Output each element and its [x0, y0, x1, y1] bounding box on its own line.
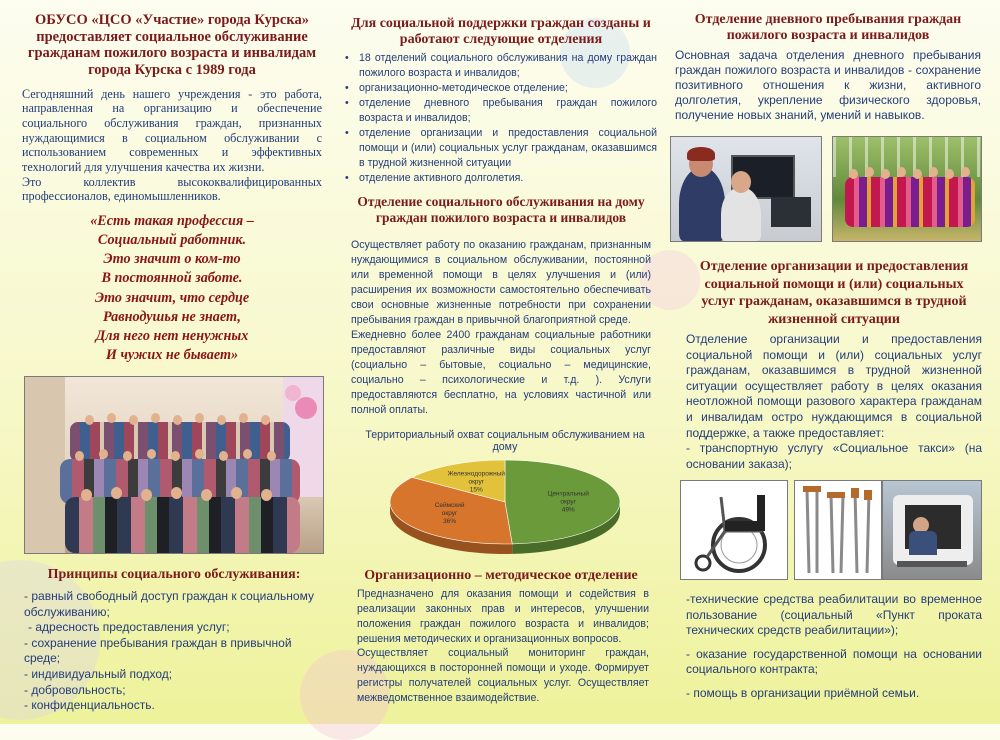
crutches-photo — [794, 480, 882, 580]
list-item: - добровольность; — [24, 683, 324, 699]
poem-line: И чужих не бывает» — [105, 347, 239, 364]
coverage-chart — [355, 430, 655, 565]
methodical-title: Организационно – методическое отделение — [364, 568, 638, 583]
list-item: -технические средства реабилитации во временное пользование (социальный «Пункт проката технических средств реабилитации»); — [686, 592, 982, 638]
poem-line: «Есть такая профессия – — [90, 212, 254, 229]
list-item: - равный свободный доступ граждан к социальному обслуживанию; — [24, 589, 324, 620]
social-taxi-photo — [882, 480, 982, 580]
list-item-text: помощь в организации приёмной семьи. — [693, 685, 920, 700]
list-item: - оказание государственной помощи на основании социального контракта; — [686, 646, 982, 677]
pie-chart — [355, 454, 655, 564]
intro-paragraph: Сегодняшний день нашего учреждения - это работа, направленная на организацию и обеспечение социального обслуживания граждан, признанных нуждающимися в социальном обслуживании с использованием современных и эффективных технологий для улучшения качества их жизни. — [22, 86, 322, 174]
help-section-2 — [686, 592, 982, 702]
team-photo — [24, 376, 324, 554]
list-item-text: технические средства реабилитации во временное пользование (социальный «Пункт проката технических средств реабилитации»); — [686, 592, 982, 638]
principles-title: Принципы социального обслуживания: — [47, 567, 301, 582]
list-item: - транспортную услугу «Социальное такси» (на основании заказа); — [686, 441, 982, 472]
list-item: - конфиденциальность. — [24, 698, 324, 714]
list-item: - индивидуальный подход; — [24, 667, 324, 683]
pie-category-label: округ — [560, 498, 577, 506]
poem-line: Социальный работник. — [97, 231, 247, 248]
principles-section — [24, 567, 324, 714]
wheelchair-photo — [680, 480, 788, 580]
methodical-section — [345, 568, 657, 706]
poem-line: В постоянной заботе. — [101, 270, 243, 287]
help-section — [686, 258, 982, 472]
list-item: - сохранение пребывания граждан в привычной среде; — [24, 636, 324, 667]
list-item: • организационно-методическое отделение; — [345, 81, 657, 96]
list-item: • 18 отделений социального обслуживания на дому граждан пожилого возраста и инвалидов; — [345, 51, 657, 81]
help-list — [686, 441, 982, 472]
help-text: Отделение организации и предоставления социальной помощи и (или) социальных услуг гражданам, оказавшимся в трудной жизненной ситуации осуществляет работу в целях оказания неотложной помощи разового характера гражданам и инвалидам остро нуждающимся в социальной поддержке, а также предоставляет: — [686, 332, 982, 440]
home-service-text: Осуществляет работу по оказанию гражданам, признанным нуждающимися в социальном обслуживании, постоянной или временной помощи в целях улучшения и (или) расширения их возможности самостоятельно обеспечивать свои основные жизненные потребности при сохранении пребывания граждан в привычной благоприятной среде. — [351, 238, 651, 326]
list-item-text: оказание государственной помощи на основании социального контракта; — [686, 646, 982, 677]
poem — [22, 212, 322, 365]
pie-category-label: округ — [468, 478, 485, 486]
poem-line: Это значит о ком-то — [103, 251, 241, 268]
help-list-2 — [686, 592, 982, 702]
day-stay-title: Отделение дневного пребывания граждан пожилого возраста и инвалидов — [694, 12, 962, 44]
pie-category-label: Центральный — [547, 490, 589, 498]
pie-category-label: Сеймский — [434, 502, 465, 510]
methodical-text-2: Осуществляет социальный мониторинг граждан, нуждающихся в посторонней помощи и уходе. Формирует регистры получателей социальных услуг. Осуществляет межведомственное взаимодействие. — [357, 647, 649, 704]
poem-line: Это значит, что сердце — [94, 289, 250, 306]
list-item: - помощь в организации приёмной семьи. — [686, 685, 920, 700]
poem-line: Равнодушья не знает, — [103, 308, 241, 325]
home-service-title: Отделение социального обслуживания на дому граждан пожилого возраста и инвалидов — [357, 194, 645, 225]
chart-title: Территориальный охват социальным обслуживанием на дому — [365, 429, 645, 453]
intro-paragraph-2: Это коллектив высококвалифицированных профессионалов, единомышленников. — [22, 174, 322, 204]
list-item: - адресность предоставления услуг; — [24, 620, 324, 636]
org-title: ОБУСО «ЦСО «Участие» города Курска» предоставляет социальное обслуживание гражданам пожилого возраста и инвалидам города Курска с 1989 года — [27, 12, 317, 79]
pie-category-label: Железнодорожный — [447, 470, 506, 478]
methodical-text: Предназначено для оказания помощи и содействия в реализации законных прав и интересов, улучшении положения граждан пожилого возраста и инвалидов; решения методических и организационных вопросов. — [357, 588, 649, 645]
home-service-text-2: Ежедневно более 2400 гражданам социальные работники предоставляют различные виды социальных услуг (социально – бытовые, социально – медицинские, социально – психологические и т.д. ). Услуги предоставляются бесплатно, на условиях частичной или полной оплаты. — [351, 328, 651, 416]
pie-category-label: округ — [441, 510, 458, 518]
help-title: Отделение организации и предоставления социальной помощи и (или) социальных услуг гражданам, оказавшимся в трудной жизненной ситуации — [699, 259, 969, 327]
poem-line: Для него нет ненужных — [95, 327, 249, 344]
pie-value-label: 36% — [443, 518, 457, 526]
computer-class-photo — [670, 136, 822, 242]
departments-title: Для социальной поддержки граждан созданы и работают следующие отделения — [351, 16, 651, 48]
pie-value-label: 15% — [469, 486, 483, 494]
departments-list — [345, 51, 657, 186]
principles-list — [24, 589, 324, 714]
list-item: • отделение дневного пребывания граждан пожилого возраста и инвалидов; — [345, 96, 657, 126]
day-stay-text: Основная задача отделения дневного пребывания граждан пожилого возраста и инвалидов - сохранение позитивного отношения к жизни, активного долголетия, укрепление физического здоровья, получение новых знаний, умений и навыков. — [675, 48, 981, 123]
pie-value-label: 49% — [561, 506, 575, 514]
folk-ensemble-photo — [832, 136, 982, 242]
list-item: • отделение организации и предоставления социальной помощи и (или) социальных услуг гражданам, оказавшимся в трудной жизненной ситуации — [345, 126, 657, 171]
list-item: • отделение активного долголетия. — [345, 171, 657, 186]
